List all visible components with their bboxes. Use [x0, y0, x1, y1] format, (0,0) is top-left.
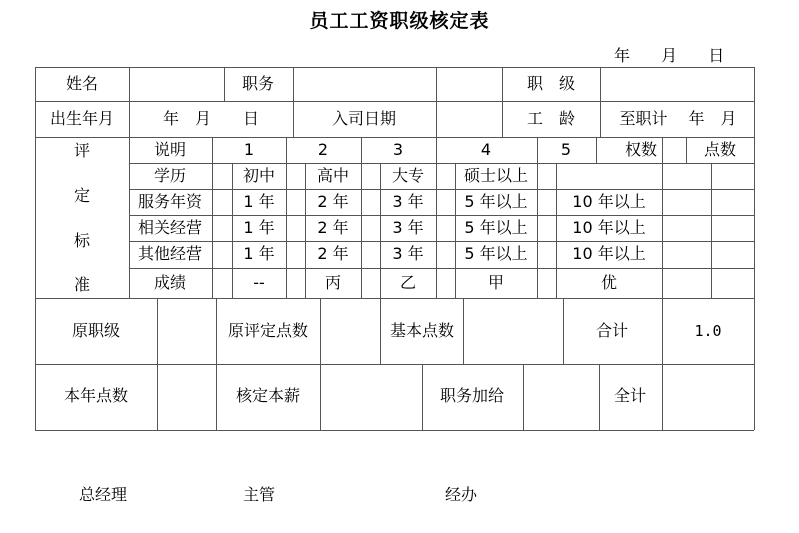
- criteria-cell: 1 年: [243, 192, 275, 211]
- hire-date-label: 入司日期: [331, 109, 397, 128]
- criteria-cell: 10 年以上: [572, 244, 646, 263]
- criteria-side-char: 准: [73, 275, 91, 294]
- criteria-cell: 10 年以上: [572, 218, 646, 237]
- criteria-header-points: 点数: [703, 140, 737, 159]
- criteria-header-level: 3: [392, 140, 404, 159]
- position-label: 职务: [241, 74, 275, 93]
- criteria-row-label: 相关经营: [137, 218, 203, 237]
- criteria-cell: 硕士以上: [463, 166, 529, 185]
- criteria-cell: 5 年以上: [464, 244, 528, 263]
- criteria-cell: 1 年: [243, 244, 275, 263]
- criteria-cell: 10 年以上: [572, 192, 646, 211]
- year-points-label: 本年点数: [63, 386, 129, 405]
- criteria-header-desc: 说明: [153, 140, 187, 159]
- criteria-cell: 初中: [242, 166, 276, 185]
- criteria-cell: 高中: [316, 166, 350, 185]
- criteria-cell: 3 年: [392, 244, 424, 263]
- supervisor-signature: 主管: [243, 485, 276, 504]
- position-allowance-label: 职务加给: [439, 386, 505, 405]
- criteria-cell: 5 年以上: [464, 192, 528, 211]
- criteria-header-level: 1: [243, 140, 255, 159]
- seniority-label: 工 龄: [526, 109, 576, 128]
- subtotal-label: 合计: [595, 321, 629, 340]
- criteria-header-weight: 权数: [624, 140, 658, 159]
- criteria-cell: 大专: [391, 166, 425, 185]
- subtotal-value: 1.0: [694, 322, 722, 340]
- original-points-label: 原评定点数: [227, 321, 309, 340]
- criteria-cell: 3 年: [392, 192, 424, 211]
- approved-salary-label: 核定本薪: [235, 386, 301, 405]
- birth-date-value: 年 月 日: [162, 109, 260, 128]
- criteria-cell: 3 年: [392, 218, 424, 237]
- total-label: 全计: [613, 386, 647, 405]
- criteria-row-label: 学历: [153, 166, 187, 185]
- criteria-cell: 丙: [324, 273, 342, 292]
- criteria-cell: 5 年以上: [464, 218, 528, 237]
- form-date: [614, 43, 724, 66]
- name-label: 姓名: [65, 74, 99, 93]
- criteria-cell: 2 年: [317, 218, 349, 237]
- criteria-row-label: 其他经营: [137, 244, 203, 263]
- rank-label: 职 级: [526, 74, 576, 93]
- form-title: 员工工资职级核定表: [309, 10, 490, 32]
- criteria-header-level: 4: [480, 140, 492, 159]
- criteria-side-char: 定: [73, 186, 91, 205]
- general-manager-signature: 总经理: [79, 485, 128, 504]
- criteria-cell: 2 年: [317, 244, 349, 263]
- criteria-cell: 优: [600, 273, 618, 292]
- base-points-label: 基本点数: [389, 321, 455, 340]
- criteria-cell: 甲: [487, 273, 505, 292]
- criteria-cell: 1 年: [243, 218, 275, 237]
- criteria-side-char: 评: [73, 141, 91, 160]
- criteria-header-level: 5: [560, 140, 572, 159]
- date-day: 日: [708, 46, 725, 65]
- criteria-side-char: 标: [73, 231, 91, 250]
- criteria-row-label: 成绩: [153, 273, 187, 292]
- original-rank-label: 原职级: [71, 321, 121, 340]
- date-year: 年: [614, 46, 631, 65]
- criteria-cell: --: [253, 273, 265, 292]
- criteria-cell: 乙: [399, 273, 417, 292]
- criteria-cell: 2 年: [317, 192, 349, 211]
- criteria-header-level: 2: [317, 140, 329, 159]
- criteria-row-label: 服务年资: [137, 192, 203, 211]
- handler-signature: 经办: [445, 485, 478, 504]
- to-rank-label: 至职计 年 月: [619, 109, 737, 128]
- birth-label: 出生年月: [49, 109, 115, 128]
- date-month: 月: [661, 46, 678, 65]
